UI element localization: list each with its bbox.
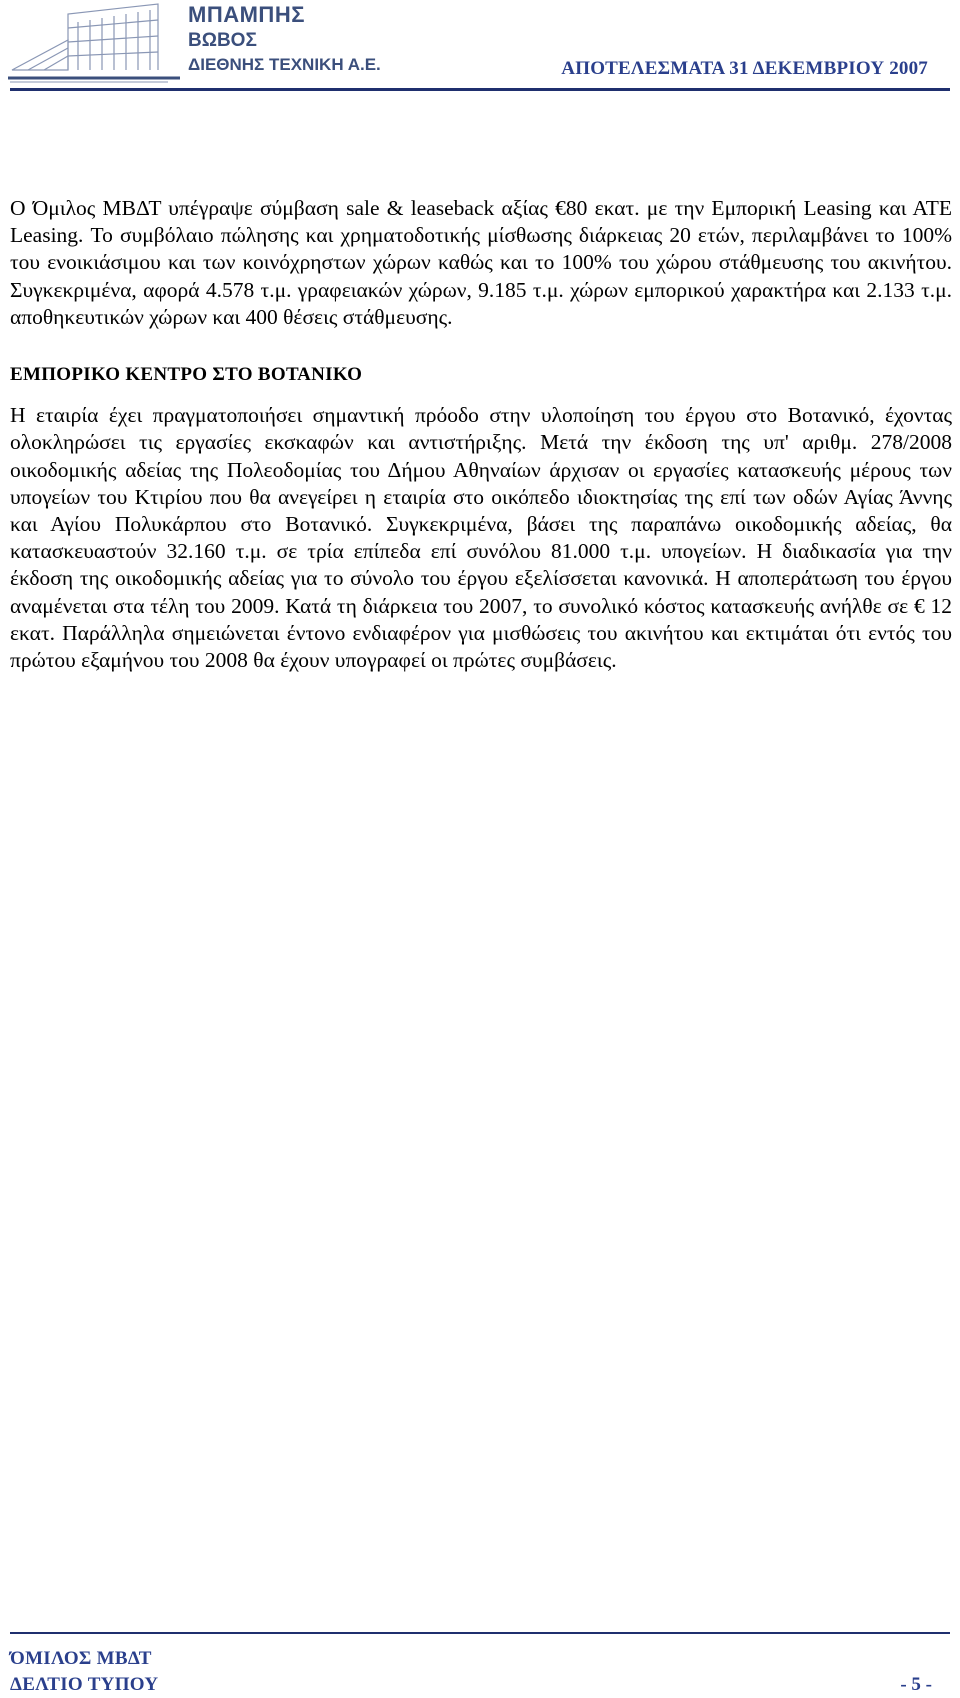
- paragraph-botaniko-project: Η εταιρία έχει πραγματοποιήσει σημαντική πρόοδο στην υλοποίηση του έργου στο Βοτανικό, έχοντας ολοκληρώσει τις εργασίες εκσκαφών και αντιστήριξης. Μετά την έκδοση της υπ' αριθμ. 278/2008 οικοδομικής αδείας της Πολεοδομίας του Δήμου Αθηναίων άρχισαν οι εργασίες κατασκευής μέρους των υπογείων του Κτιρίου που θα ανεγείρει η εταιρία στο οικόπεδο ιδιοκτησίας της επί των οδών Αγίας Άννης και Αγίου Πολυκάρπου στο Βοτανικό. Συγκεκριμένα, βάσει της παραπάνω οικοδομικής αδείας, θα κατασκευαστούν 32.160 τ.μ. σε τρία επίπεδα επί συνόλου 81.000 τ.μ. υπογείων. Η διαδικασία για την έκδοση της οικοδομικής αδείας για το σύνολο του έργου εξελίσσεται κανονικά. Η αποπεράτωση του έργου αναμένεται στα τέλη του 2009. Κατά τη διάρκεια του 2007, το συνολικό κόστος κατασκευής ανήλθε σε € 12 εκατ. Παράλληλα σημειώνεται έντονο ενδιαφέρον για μισθώσεις του ακινήτου και εκτιμάται ότι εντός του πρώτου εξαμήνου του 2008 θα έχουν υπογραφεί οι πρώτες συμβάσεις.: [10, 403, 952, 673]
- page-header: [0, 0, 960, 96]
- logo-text-line1: ΜΠΑΜΠΗΣ: [188, 2, 305, 27]
- footer-doc-type: ΔΕΛΤΙΟ ΤΥΠΟΥ: [10, 1674, 159, 1695]
- page-footer: [0, 1630, 960, 1698]
- report-title: ΑΠΟΤΕΛΕΣΜΑΤΑ 31 ΔΕΚΕΜΒΡΙΟΥ 2007: [561, 58, 928, 79]
- footer-divider: [10, 1632, 950, 1634]
- logo-text-line3: ΔΙΕΘΝΗΣ ΤΕΧΝΙΚΗ Α.Ε.: [188, 55, 381, 74]
- building-graphic-icon: [8, 0, 188, 86]
- header-divider: [10, 88, 950, 91]
- company-logo: [8, 0, 381, 86]
- footer-group-name: ΌΜΙΛΟΣ ΜΒΔΤ: [10, 1648, 152, 1669]
- section-heading: ΕΜΠΟΡΙΚΟ ΚΕΝΤΡΟ ΣΤΟ ΒΟΤΑΝΙΚΟ: [10, 364, 363, 386]
- paragraph-sale-leaseback: Ο Όμιλος ΜΒΔΤ υπέγραψε σύμβαση sale & leaseback αξίας €80 εκατ. με την Εμπορική Leasing και ΑΤΕ Leasing. Το συμβόλαιο πώλησης και χρηματοδοτικής μίσθωσης διάρκειας 20 ετών, περιλαμβάνει το 100% του ενοικιάσιμου και των κοινόχρηστων χώρων καθώς και το 100% του χώρου στάθμευσης του ακινήτου. Συγκεκριμένα, αφορά 4.578 τ.μ. γραφειακών χώρων, 9.185 τ.μ. χώρων εμπορικού χαρακτήρα και 2.133 τ.μ. αποθηκευτικών χώρων και 400 θέσεις στάθμευσης.: [10, 196, 952, 329]
- document-body: [10, 195, 952, 674]
- page-number: - 5 -: [900, 1674, 932, 1695]
- logo-text-line2: ΒΩΒΟΣ: [188, 30, 257, 51]
